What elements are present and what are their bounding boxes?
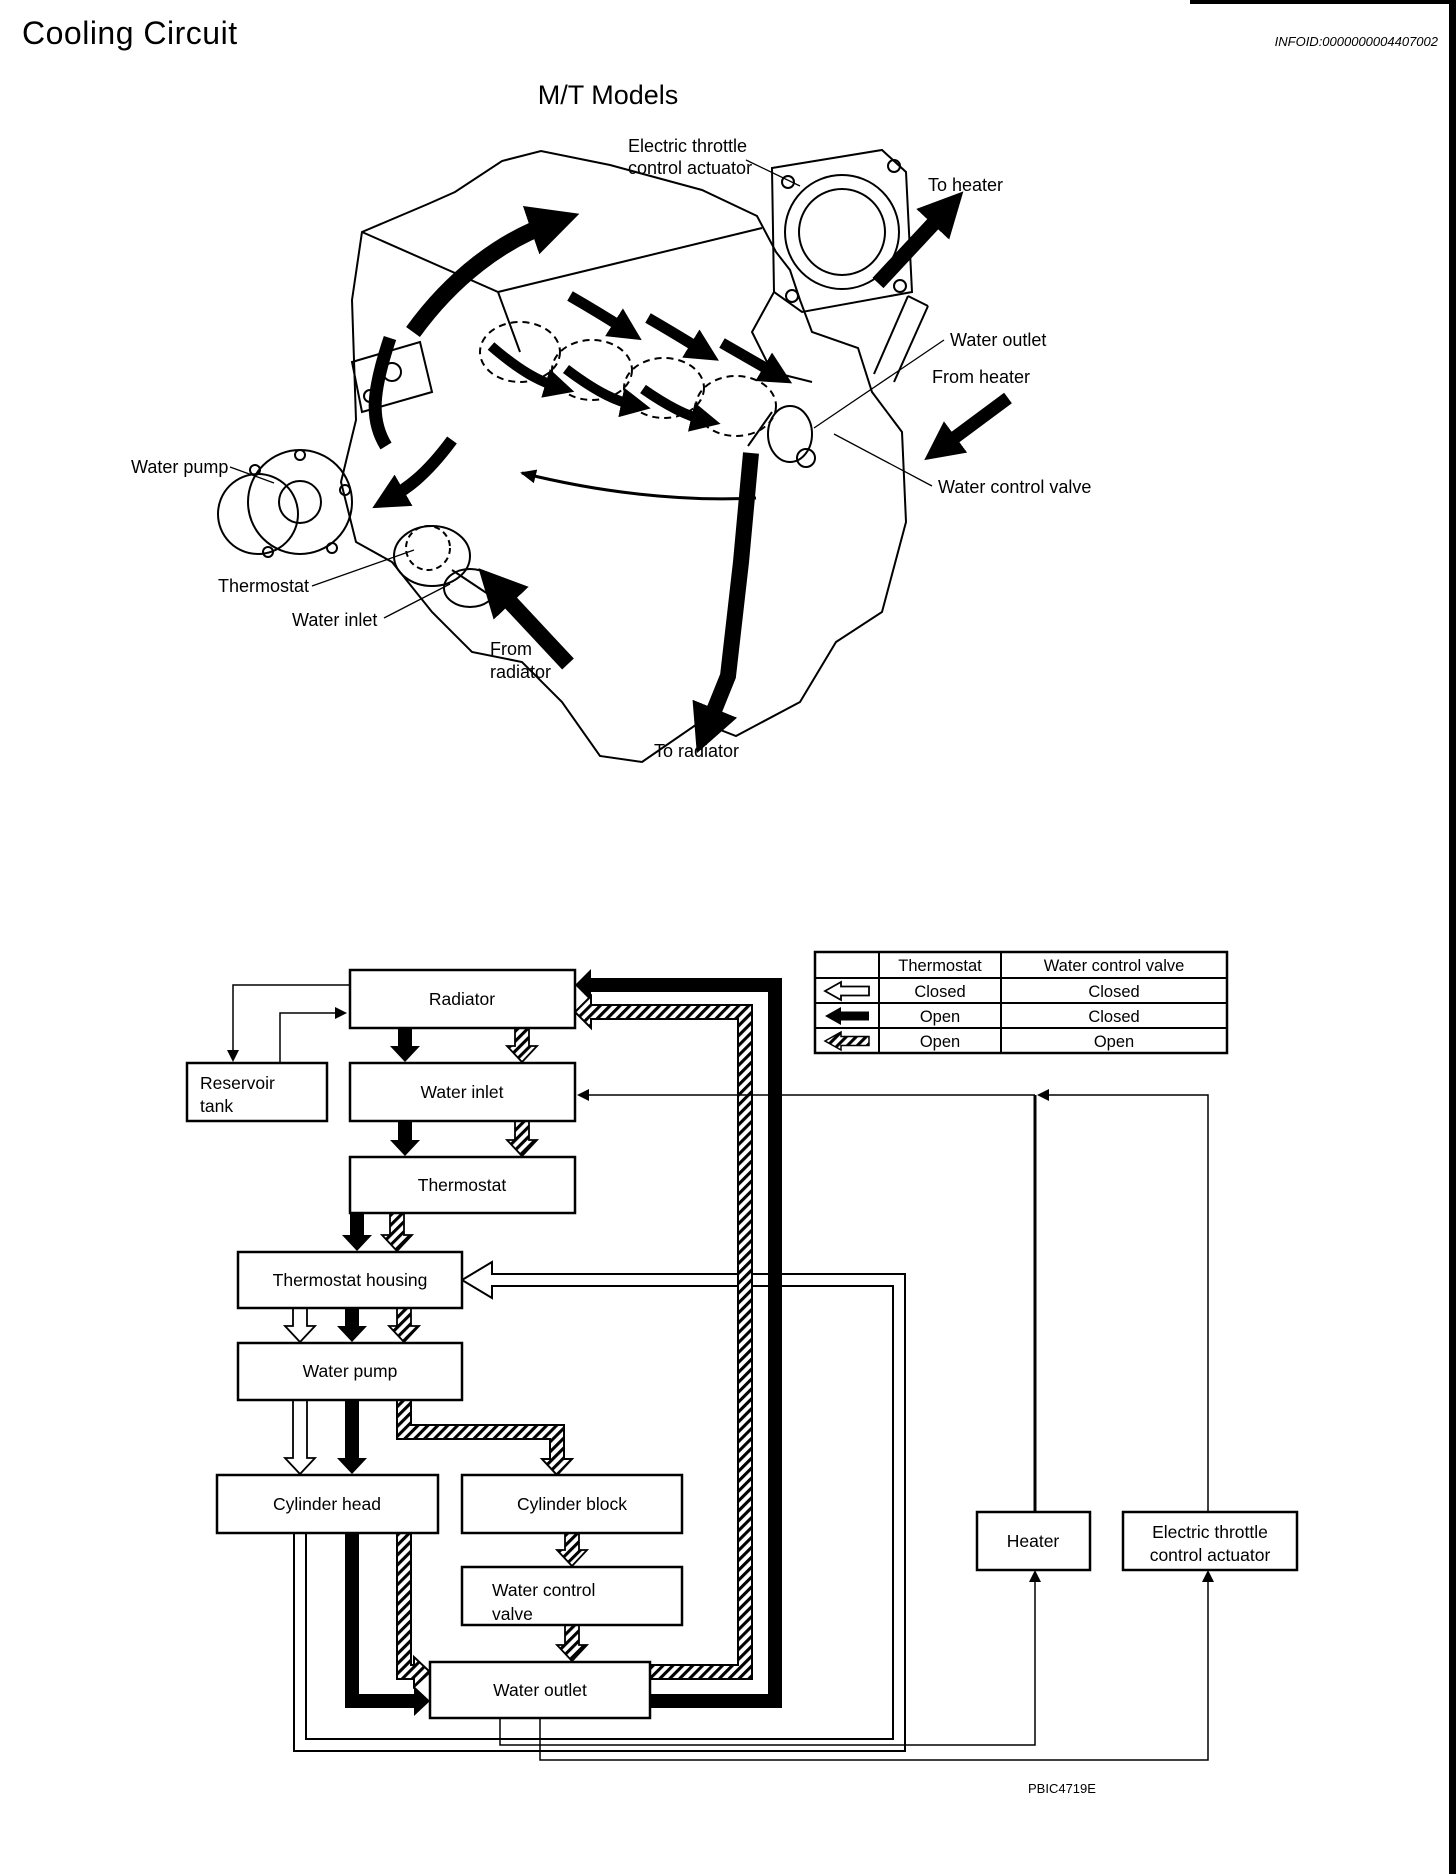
callout-from-heater: From heater — [932, 367, 1031, 387]
label-etc-line1: Electric throttle — [1152, 1522, 1268, 1542]
legend-cell: Open — [1093, 1033, 1135, 1051]
callout-to-radiator: To radiator — [654, 741, 740, 761]
legend-table — [815, 952, 1227, 1053]
legend-cell: Open — [919, 1008, 961, 1026]
callout-from-radiator-line2: radiator — [490, 662, 552, 682]
callout-water-inlet: Water inlet — [292, 610, 378, 630]
label-water-outlet: Water outlet — [493, 1680, 587, 1700]
label-reservoir-line1: Reservoir — [200, 1073, 275, 1093]
callout-water-outlet: Water outlet — [950, 330, 1047, 350]
callout-water-pump: Water pump — [131, 457, 229, 477]
legend-cell: Closed — [1088, 983, 1140, 1001]
label-thermostat-housing: Thermostat housing — [272, 1270, 428, 1290]
label-heater: Heater — [1006, 1531, 1060, 1551]
legend-cell: Open — [919, 1033, 961, 1051]
legend-header-thermostat: Thermostat — [898, 957, 982, 975]
callout-to-heater: To heater — [928, 175, 1004, 195]
label-reservoir-line2: tank — [200, 1096, 234, 1116]
label-water-control-valve-line1: Water control — [492, 1580, 596, 1600]
callout-from-radiator-line1: From — [490, 639, 532, 659]
callout-electric-throttle-line2: control actuator — [628, 158, 753, 178]
label-water-pump: Water pump — [302, 1361, 398, 1381]
figure-code: PBIC4719E — [1028, 1781, 1096, 1796]
label-cylinder-head: Cylinder head — [273, 1494, 381, 1514]
label-etc-line2: control actuator — [1149, 1545, 1271, 1565]
callout-electric-throttle-line1: Electric throttle — [628, 136, 748, 156]
label-water-control-valve-line2: valve — [492, 1604, 533, 1624]
scan-edge-right — [1449, 0, 1456, 1874]
figure-title: M/T Models — [537, 80, 679, 110]
legend-cell: Closed — [1088, 1008, 1140, 1026]
callout-water-control-valve: Water control valve — [938, 477, 1092, 497]
label-cylinder-block: Cylinder block — [517, 1494, 627, 1514]
label-water-inlet: Water inlet — [420, 1082, 504, 1102]
callout-thermostat: Thermostat — [218, 576, 310, 596]
infoid-label: INFOID:0000000004407002 — [1274, 34, 1438, 49]
legend-cell: Closed — [914, 983, 966, 1001]
scan-edge-top — [1190, 0, 1456, 4]
label-radiator: Radiator — [428, 989, 496, 1009]
page-title: Cooling Circuit — [22, 15, 238, 51]
legend-header-water-control-valve: Water control valve — [1043, 957, 1185, 975]
label-thermostat: Thermostat — [417, 1175, 507, 1195]
